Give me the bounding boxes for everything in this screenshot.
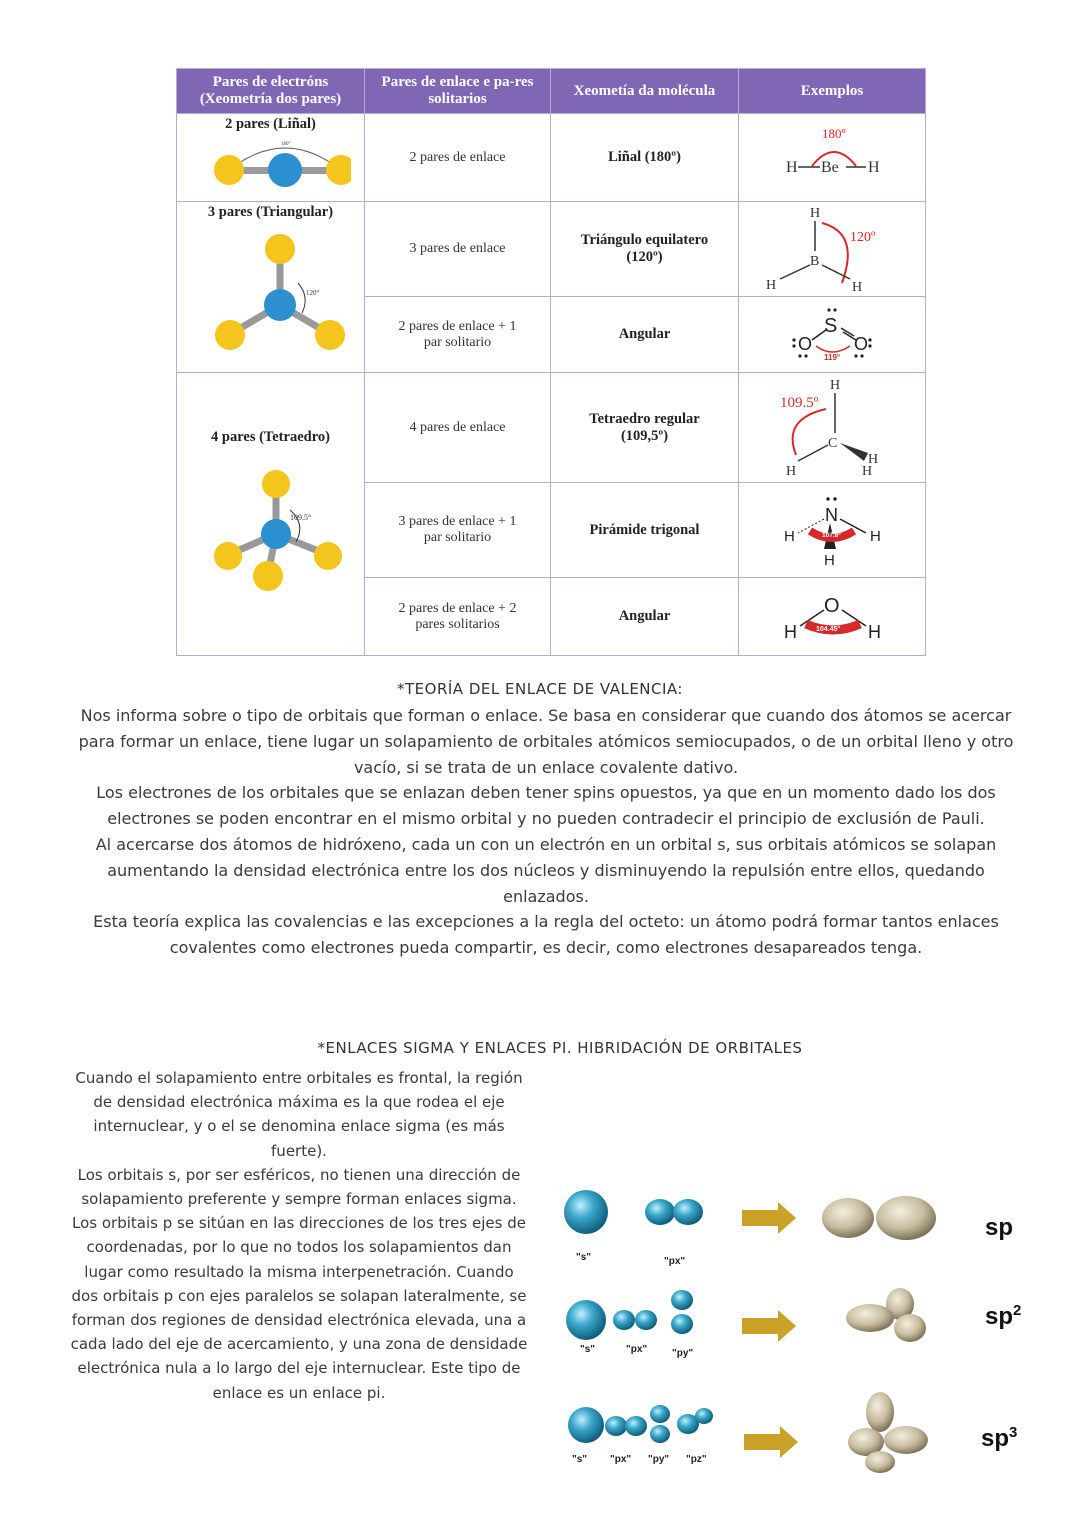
atom-label: H (870, 528, 881, 545)
geometry-cell: Angular (551, 578, 739, 656)
p-orbital-lobe (695, 1408, 713, 1424)
orbital-label: "px" (664, 1256, 686, 1267)
hybrid-label-sp3 (981, 1424, 1017, 1453)
s-orbital (566, 1300, 606, 1340)
lone-pair-dot (804, 354, 807, 357)
lone-pair-dot (860, 354, 863, 357)
nh3-structure (742, 487, 922, 573)
hybrid-label-superscript: 2 (1013, 1302, 1022, 1319)
angle-label: 109.5º (780, 394, 819, 411)
angle-label: 109.5° (289, 513, 311, 522)
outer-atom (265, 234, 295, 264)
orbital-label: "pz" (686, 1454, 707, 1465)
hybrid-lobe (846, 1304, 894, 1332)
paragraph: Los orbitais s, por ser esféricos, no tienen una dirección de solapamiento preferente y sempre forman enlaces sigma. (77, 1165, 521, 1209)
angle-label: 180° (280, 142, 290, 147)
sp-row (564, 1190, 936, 1267)
center-atom (268, 153, 302, 187)
p-orbital-lobe (650, 1425, 670, 1443)
outer-atom (214, 155, 244, 185)
outer-atom (315, 320, 345, 350)
orbital-label: "px" (610, 1454, 632, 1465)
orbital-label: "s" (576, 1252, 592, 1263)
atom-label: O (798, 333, 813, 354)
atom-label: B (810, 254, 820, 269)
orbital-label: "px" (626, 1344, 648, 1355)
ch4-structure (742, 375, 922, 481)
lone-pair-dot (833, 497, 836, 500)
example-cell (739, 114, 926, 202)
center-atom (261, 519, 291, 549)
lone-pair-dot (854, 354, 857, 357)
paragraph: Los orbitais p se sitúan en las direcciones de los tres ejes de coordenadas, por lo que no todos los solapamientos dan lugar como resultado la misma interpenetración. Cuando dos orbitais p con ejes paralelos se solapan lateralmente, se forman dos regiones de densidad electrónica elevada, una a cada lado del eje de acercamiento, y una zona de densidade electrónica nula a lo largo del eje internuclear. Este tipo de enlace es un enlace pi. (70, 1214, 528, 1402)
angle-arrow (822, 223, 848, 283)
center-atom (264, 289, 296, 321)
orbital-label: "s" (572, 1454, 588, 1465)
lone-pair-dot (833, 308, 836, 311)
hybrid-lobe (865, 1451, 895, 1473)
atom-label: O (824, 594, 840, 617)
lone-pair-dot (792, 344, 795, 347)
angle-label: 120º (850, 230, 876, 245)
outer-atom (215, 320, 245, 350)
bh3-structure (742, 203, 922, 295)
table-header-row (177, 69, 926, 114)
angle-arrow (816, 346, 850, 352)
lone-pair-dot (827, 308, 830, 311)
example-cell (739, 578, 926, 656)
angle-label: 104.45° (816, 625, 841, 633)
outer-atom (262, 470, 290, 498)
arrow-icon (744, 1426, 798, 1458)
outer-atom (253, 561, 283, 591)
table-row (177, 114, 926, 202)
arrow-icon (742, 1310, 796, 1342)
geometry-cell: Tetraedro regular (109,5º) (551, 373, 739, 483)
s-orbital (564, 1190, 608, 1234)
s-orbital (568, 1407, 604, 1443)
header-bond-lone-pairs: Pares de enlace e pa-res solitarios (365, 69, 551, 114)
header-molecule-geometry: Xeometía da molécula (551, 69, 739, 114)
paragraph: Cuando el solapamiento entre orbitales es frontal, la región de densidad electrónica máxima es la que rodea el eje internuclear, y o el se denomina enlace sigma (es más fuerte). (75, 1069, 523, 1160)
atom-label: N (825, 505, 838, 525)
hybrid-lobe (822, 1198, 874, 1238)
sigma-pi-text (70, 1066, 528, 1405)
angle-label: 107.8° (822, 532, 841, 539)
atom-label: H (784, 621, 797, 642)
vsepr-table (176, 68, 926, 656)
triangular-geometry-model (186, 221, 356, 361)
lone-pair-dot (798, 354, 801, 357)
atom-label: H (766, 278, 777, 293)
sp2-row (566, 1288, 926, 1359)
bond-pairs-cell: 2 pares de enlace + 2 pares solitarios (365, 578, 551, 656)
example-cell (739, 483, 926, 578)
paragraph: Nos informa sobre o tipo de orbitais que forman o enlace. Se basa en considerar que cuando dos átomos se acercar para formar un enlace, tiene lugar un solapamiento de orbitales atómicos semiocupados, o de un orbital lleno y otro vacío, si se trata de un enlace covalente dativo. (78, 706, 1014, 777)
outer-atom (314, 542, 342, 570)
p-orbital-lobe (613, 1310, 635, 1330)
group-title: 3 pares (Triangular) (207, 204, 334, 220)
paragraph: Los electrones de los orbitales que se enlazan deben tener spins opuestos, ya que en un momento dado los dos electrones se poden encontrar en el mismo orbital y no pueden contradecir el principio de exclusión de Pauli. (96, 783, 996, 829)
angle-label: 119° (824, 352, 841, 362)
atom-label: H (862, 463, 873, 479)
hybrid-lobe (866, 1392, 894, 1432)
angle-label: 120° (305, 289, 319, 297)
hybrid-lobe (876, 1196, 936, 1240)
atom-label: H (868, 158, 880, 176)
table-row (177, 202, 926, 297)
p-orbital-lobe (645, 1199, 675, 1225)
p-orbital-lobe (650, 1405, 670, 1423)
atom-label: C (828, 435, 838, 451)
hybrid-lobe (884, 1426, 928, 1454)
atom-label: H (830, 377, 841, 393)
p-orbital-lobe (625, 1416, 647, 1436)
angle-arc (298, 283, 305, 313)
wedge-bond (840, 443, 868, 461)
tetrahedral-geometry-model (186, 470, 356, 620)
atom-label: H (810, 206, 821, 221)
hybrid-label-superscript: 3 (1009, 1424, 1018, 1441)
so2-structure (742, 302, 922, 368)
bond (780, 265, 810, 279)
atom-label: H (868, 621, 881, 642)
outer-atom (326, 155, 351, 185)
hybrid-label-base: sp (981, 1425, 1010, 1452)
group-title: 2 pares (Liñal) (225, 116, 316, 132)
group-triangular (177, 202, 365, 373)
geometry-cell: Triángulo equilatero (120º) (551, 202, 739, 297)
bond-pairs-cell: 3 pares de enlace (365, 202, 551, 297)
paragraph: Al acercarse dos átomos de hidróxeno, cada un con un electrón en un orbital s, sus orbitais atómicos se solapan aumentando la densidad electrónica entre los dos núcleos y disminuyendo la repulsión entre ellos, quedando enlazados. (95, 834, 997, 906)
lone-pair-dot (868, 344, 871, 347)
linear-geometry-model (191, 133, 351, 195)
orbital-label: "py" (648, 1454, 670, 1465)
geometry-cell: Pirámide trigonal (551, 483, 739, 578)
section-title-sigma-pi: *ENLACES SIGMA Y ENLACES PI. HIBRIDACIÓN DE ORBITALES (317, 1039, 803, 1057)
geometry-cell: Angular (551, 297, 739, 373)
header-electron-pairs: Pares de electróns (Xeometría dos pares) (177, 69, 365, 114)
header-examples: Exemplos (739, 69, 926, 114)
atom-label: H (786, 158, 798, 176)
hybrid-lobe (894, 1314, 926, 1342)
example-cell (739, 373, 926, 483)
lone-pair-dot (826, 497, 829, 500)
example-cell (739, 202, 926, 297)
hybridization-diagram (548, 1180, 988, 1480)
p-orbital-lobe (605, 1416, 627, 1436)
hybrid-label-base: sp (985, 1214, 1014, 1241)
hybrid-label-base: sp (985, 1303, 1014, 1330)
bond-pairs-cell: 2 pares de enlace + 1 par solitario (365, 297, 551, 373)
example-cell (739, 297, 926, 373)
bond-pairs-cell: 3 pares de enlace + 1 par solitario (365, 483, 551, 578)
bond-pairs-cell: 4 pares de enlace (365, 373, 551, 483)
p-orbital-lobe (671, 1290, 693, 1310)
outer-atom (214, 542, 242, 570)
angle-label: 180º (822, 125, 846, 141)
sp3-row (568, 1392, 928, 1473)
group-linear (177, 114, 365, 202)
atom-label: H (824, 552, 835, 569)
orbital-label: "py" (672, 1348, 694, 1359)
bond-pairs-cell: 2 pares de enlace (365, 114, 551, 202)
arrow-icon (742, 1202, 796, 1234)
hybrid-label-sp (985, 1214, 1013, 1242)
lone-pair-dot (792, 338, 795, 341)
table-row (177, 373, 926, 483)
atom-label: H (784, 528, 795, 545)
lone-pair-dot (868, 338, 871, 341)
p-orbital-lobe (673, 1199, 703, 1225)
p-orbital-lobe (635, 1310, 657, 1330)
valence-bond-text (62, 703, 1030, 961)
orbital-label: "s" (580, 1344, 596, 1355)
beh2-structure (742, 118, 922, 198)
atom-label: H (852, 280, 863, 295)
hybrid-label-sp2 (985, 1302, 1021, 1331)
atom-label: O (854, 333, 869, 354)
bond (798, 445, 828, 461)
atom-label: S (824, 314, 838, 337)
hybridization-figure (548, 1180, 1048, 1480)
p-orbital-lobe (671, 1314, 693, 1334)
h2o-structure (742, 582, 922, 652)
atom-label: H (786, 463, 797, 479)
group-tetrahedral (177, 373, 365, 656)
geometry-cell: Liñal (180º) (551, 114, 739, 202)
paragraph: Esta teoría explica las covalencias e las excepciones a la regla del octeto: un átomo podrá formar tantos enlaces covalentes como electrones pueda compartir, es decir, como electrones desapareados tenga. (93, 912, 999, 958)
section-title-valence-bond: *TEORÍA DEL ENLACE DE VALENCIA: (397, 680, 683, 698)
atom-label: Be (821, 158, 839, 176)
atom-label: H (868, 451, 879, 467)
group-title: 4 pares (Tetraedro) (211, 429, 330, 445)
